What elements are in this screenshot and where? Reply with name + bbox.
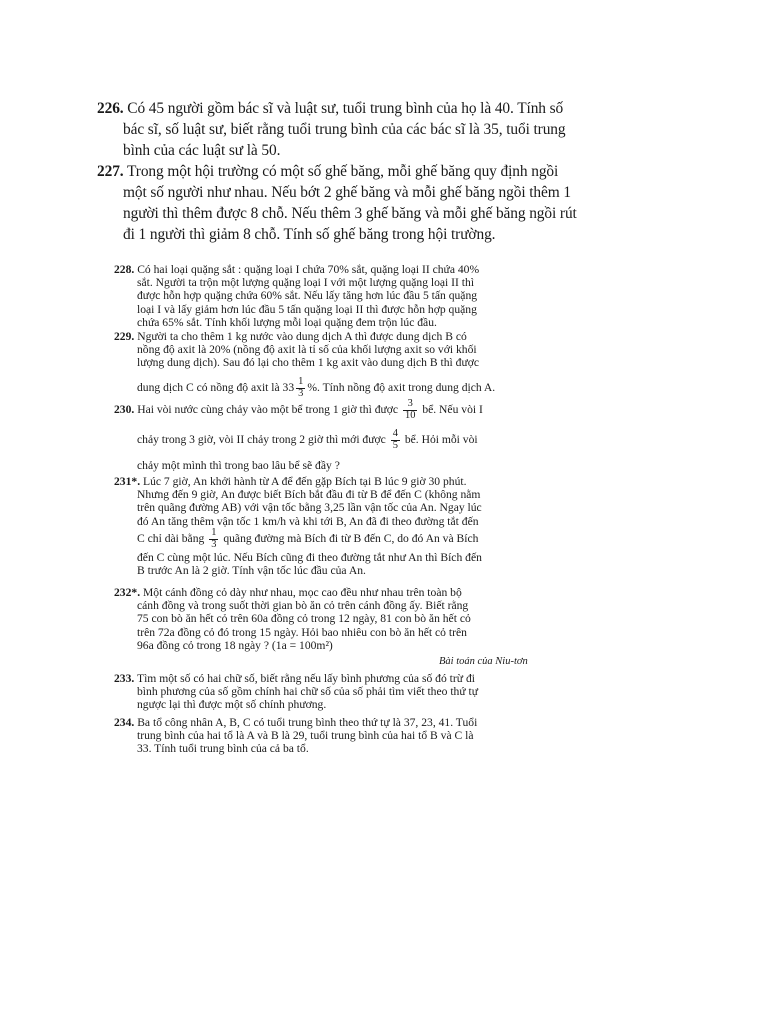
problem-text: Ba tổ công nhân A, B, C có tuổi trung bình theo thứ tự là 37, 23, 41. Tuổi xyxy=(137,716,478,729)
problem-228 xyxy=(114,263,584,329)
problem-text: sắt. Người ta trộn một lượng quặng loại I với một lượng quặng loại II thì xyxy=(137,276,475,290)
problem-line xyxy=(114,716,584,729)
problem-number: 230. xyxy=(114,403,135,417)
problem-text: bác sĩ, số luật sư, biết rằng tuổi trung bình của các bác sĩ là 35, tuổi trung xyxy=(123,121,566,138)
problem-number: 232*. xyxy=(114,586,141,599)
problem-text: chứa 65% sắt. Tính khối lượng mỗi loại quặng đem trộn lúc đầu. xyxy=(137,315,437,329)
fraction xyxy=(209,528,218,551)
problem-232 xyxy=(114,586,584,652)
spacer xyxy=(114,422,584,429)
fraction-denominator: 3 xyxy=(211,538,217,550)
problem-number: 233. xyxy=(114,672,135,685)
problem-text: Người ta cho thêm 1 kg nước vào dung dịch A thì được dung dịch B có xyxy=(137,330,467,343)
problem-text: người thì thêm được 8 chỗ. Nếu thêm 3 ghế băng và mỗi ghế băng ngồi rút xyxy=(123,205,577,222)
fraction-denominator: 3 xyxy=(298,387,304,399)
problem-line xyxy=(114,429,584,452)
problem-text: 33. Tính tuổi trung bình của cả ba tổ. xyxy=(137,742,309,756)
problem-text: bể. Nếu vòi I xyxy=(422,403,483,417)
problem-226 xyxy=(97,98,597,161)
problem-229 xyxy=(114,330,584,400)
problem-line xyxy=(114,399,584,422)
problem-text: một số người như nhau. Nếu bớt 2 ghế băng và mỗi ghế băng ngồi thêm 1 xyxy=(123,184,571,201)
problem-text: lượng dung dịch). Sau đó lại cho thêm 1 kg axit vào dung dịch B thì được xyxy=(137,356,479,370)
problem-source: Bài toán của Niu-tơn xyxy=(439,656,528,667)
problem-227 xyxy=(97,161,597,245)
problem-text: quãng đường mà Bích đi từ B đến C, do đó An và Bích xyxy=(223,531,479,545)
fraction-denominator: 10 xyxy=(404,409,416,421)
problem-text: đi 1 người thì giảm 8 chỗ. Tính số ghế băng trong hội trường. xyxy=(123,226,496,243)
problem-line xyxy=(114,528,584,551)
problem-231 xyxy=(114,475,584,577)
problem-text: cánh đồng và trong suốt thời gian bò ăn cỏ trên cánh đồng ấy. Biết rằng xyxy=(137,599,469,613)
problem-text: trên quãng đường AB) với vận tốc bằng 3,25 lần vận tốc của An. Ngay lúc xyxy=(137,501,482,515)
problem-text: chảy trong 3 giờ, vòi II chảy trong 2 giờ thì mới được xyxy=(137,433,386,447)
problem-text: trung bình của hai tổ là A và B là 29, tuổi trung bình của hai tổ B và C là xyxy=(137,729,474,743)
spacer xyxy=(114,452,584,459)
problem-text: bình phương của số gồm chính hai chữ số của số phải tìm viết theo thứ tự xyxy=(137,685,479,699)
problem-number: 226. xyxy=(97,100,124,117)
problem-line xyxy=(114,586,584,599)
fraction xyxy=(391,429,400,452)
fraction-numerator: 4 xyxy=(392,427,398,439)
problem-line xyxy=(97,161,597,182)
problem-number: 234. xyxy=(114,716,135,729)
fraction xyxy=(403,399,417,422)
problem-number: 227. xyxy=(97,163,124,180)
fraction-numerator: 1 xyxy=(211,526,217,538)
problem-text: đến C cùng một lúc. Nếu Bích cũng đi theo đường tắt như An thì Bích đến xyxy=(137,550,482,564)
problem-text: Hai vòi nước cùng chảy vào một bể trong 1 giờ thì được xyxy=(137,403,399,417)
problem-text: 96a đồng cỏ trong 18 ngày ? (1a = 100m²) xyxy=(137,638,333,652)
problem-text: B trước An là 2 giờ. Tính vận tốc lúc đầu của An. xyxy=(137,563,366,577)
problem-text: Có 45 người gồm bác sĩ và luật sư, tuổi trung bình của họ là 40. Tính số xyxy=(127,100,564,117)
problem-text: bể. Hỏi mỗi vòi xyxy=(404,433,478,447)
problem-text: Lúc 7 giờ, An khởi hành từ A để đến gặp Bích tại B lúc 9 giờ 30 phút. xyxy=(143,475,467,488)
problem-text: ngược lại thì được một số chính phương. xyxy=(137,698,327,712)
problem-text: đó An tăng thêm vận tốc 1 km/h và khi tới B, An đã đi theo đường tắt đến xyxy=(137,514,479,528)
spacer xyxy=(114,370,584,377)
fraction-numerator: 3 xyxy=(403,399,417,411)
problem-text: nồng độ axit là 20% (nồng độ axit là tỉ số của khối lượng axit so với khối xyxy=(137,343,477,357)
problem-233 xyxy=(114,672,584,712)
problem-text: dung dịch C có nồng độ axit là 33 xyxy=(137,380,295,394)
problem-line xyxy=(114,263,584,276)
problem-line xyxy=(114,377,584,400)
problem-230 xyxy=(114,399,584,472)
problem-text: C chỉ dài bằng xyxy=(137,531,205,545)
problem-text: Nhưng đến 9 giờ, An được biết Bích bắt đầu đi từ B để đến C (không nằm xyxy=(137,488,481,502)
problem-number: 228. xyxy=(114,263,135,276)
fraction-numerator: 1 xyxy=(298,375,304,387)
problem-234 xyxy=(114,716,584,756)
problem-number: 229. xyxy=(114,330,135,343)
problem-text: được hỗn hợp quặng chứa 60% sắt. Nếu lấy tăng hơn lúc đầu 5 tấn quặng xyxy=(137,289,478,303)
problem-text: %. Tính nồng độ axit trong dung dịch A. xyxy=(307,380,496,394)
problem-text: 75 con bò ăn hết cỏ trên 60a đồng cỏ trong 12 ngày, 81 con bò ăn hết cỏ xyxy=(137,612,471,626)
problem-line xyxy=(97,98,597,119)
problem-text: loại I và lấy giảm hơn lúc đầu 5 tấn quặng loại II thì được hỗn hợp quặng xyxy=(137,302,477,316)
problem-text: chảy một mình thì trong bao lâu bể sẽ đầy ? xyxy=(137,458,340,472)
problem-line xyxy=(114,672,584,685)
problem-text: Có hai loại quặng sắt : quặng loại I chứa 70% sắt, quặng loại II chứa 40% xyxy=(137,263,480,276)
problem-text: bình của các luật sư là 50. xyxy=(123,142,281,159)
problem-line xyxy=(114,330,584,343)
fraction-denominator: 5 xyxy=(392,439,398,451)
problem-text: Trong một hội trường có một số ghế băng, mỗi ghế băng quy định ngồi xyxy=(127,163,559,180)
problem-text: trên 72a đồng cỏ đó trong 15 ngày. Hỏi bao nhiêu con bò ăn hết cỏ trên xyxy=(137,625,467,639)
problem-text: Một cánh đồng cỏ dày như nhau, mọc cao đều như nhau trên toàn bộ xyxy=(143,586,462,599)
problem-number: 231*. xyxy=(114,475,141,488)
fraction xyxy=(296,377,305,400)
problem-line xyxy=(114,475,584,488)
problem-text: Tìm một số có hai chữ số, biết rằng nếu lấy bình phương của số đó trừ đi xyxy=(137,672,475,685)
